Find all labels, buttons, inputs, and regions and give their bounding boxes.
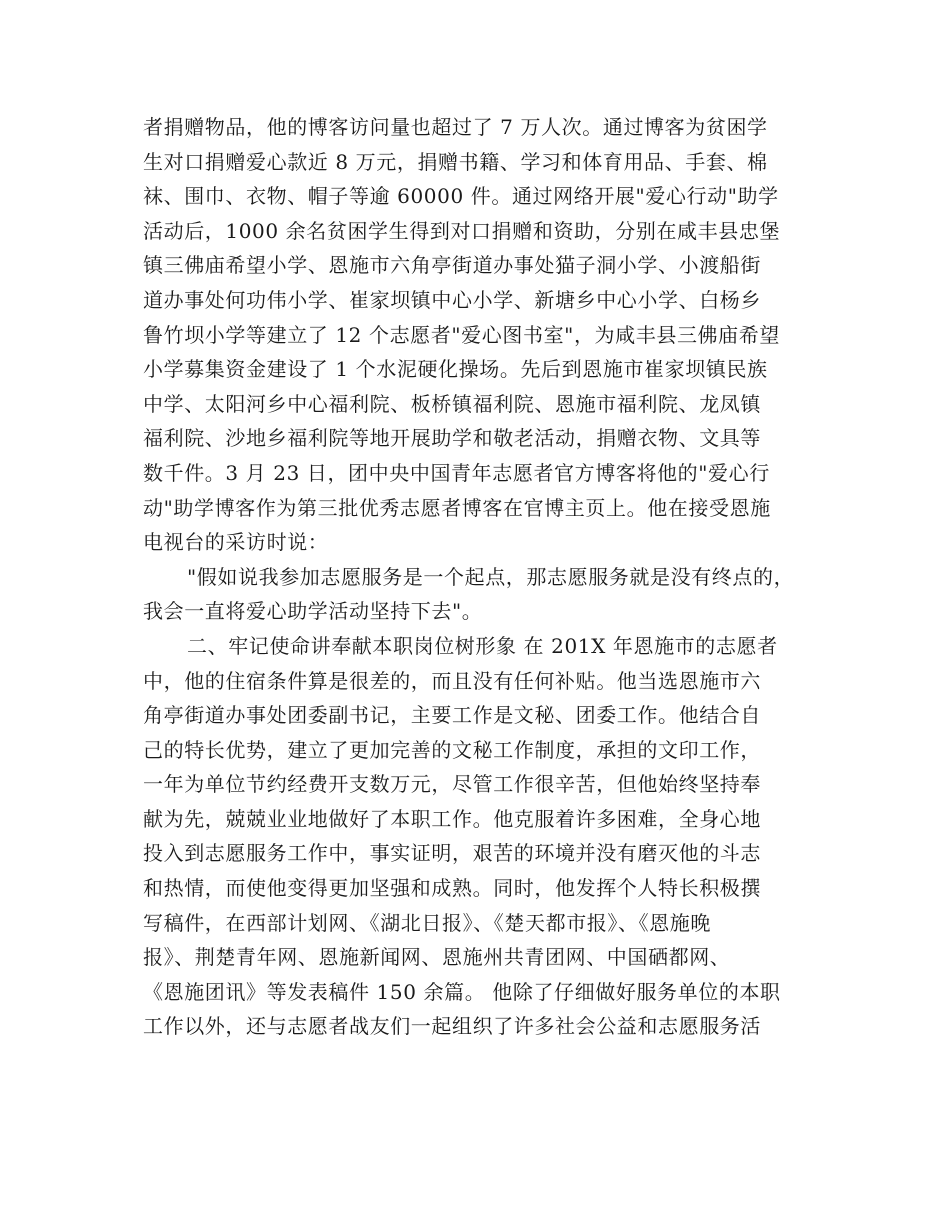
text-line: 己的特长优势，建立了更加完善的文秘工作制度，承担的文印工作， [143, 737, 761, 762]
text-line: 和热情，而使他变得更加坚强和成熟。同时，他发挥个人特长积极撰 [143, 876, 761, 901]
text-line: "假如说我参加志愿服务是一个起点，那志愿服务就是没有终点的， [187, 564, 795, 589]
text-line: 活动后，1000 余名贫困学生得到对口捐赠和资助，分别在咸丰县忠堡 [143, 218, 781, 243]
text-line: 《恩施团讯》等发表稿件 150 余篇。 他除了仔细做好服务单位的本职 [143, 979, 781, 1004]
text-line: 投入到志愿服务工作中，事实证明，艰苦的环境并没有磨灭他的斗志 [143, 841, 761, 866]
text-line: 者捐赠物品，他的博客访问量也超过了 7 万人次。通过博客为贫困学 [143, 115, 768, 139]
text-line: 写稿件，在西部计划网、《湖北日报》、《楚天都市报》、《恩施晚 [143, 910, 711, 935]
text-line: 生对口捐赠爱心款近 8 万元，捐赠书籍、学习和体育用品、手套、棉 [143, 149, 768, 174]
text-line: 数千件。3 月 23 日，团中央中国青年志愿者官方博客将他的"爱心行 [143, 460, 770, 485]
text-line: 工作以外，还与志愿者战友们一起组织了许多社会公益和志愿服务活 [143, 1014, 761, 1039]
text-line: 中，他的住宿条件算是很差的，而且没有任何补贴。他当选恩施市六 [143, 668, 761, 693]
text-line: 福利院、沙地乡福利院等地开展助学和敬老活动，捐赠衣物、文具等 [143, 426, 761, 451]
text-line: 小学募集资金建设了 1 个水泥硬化操场。先后到恩施市崔家坝镇民族 [143, 357, 768, 382]
text-line: 一年为单位节约经费开支数万元，尽管工作很辛苦，但他始终坚持奉 [143, 772, 761, 797]
text-line: 镇三佛庙希望小学、恩施市六角亭街道办事处猫子洞小学、小渡船街 [143, 253, 761, 278]
text-line: 道办事处何功伟小学、崔家坝镇中心小学、新塘乡中心小学、白杨乡 [143, 287, 761, 312]
body-text [143, 110, 823, 1044]
text-line: 袜、围巾、衣物、帽子等逾 60000 件。通过网络开展"爱心行动"助学 [143, 184, 779, 209]
text-line: 我会一直将爱心助学活动坚持下去"。 [143, 599, 483, 624]
text-line: 中学、太阳河乡中心福利院、板桥镇福利院、恩施市福利院、龙凤镇 [143, 391, 761, 416]
text-line: 角亭街道办事处团委副书记，主要工作是文秘、团委工作。他结合自 [143, 703, 761, 728]
text-line: 二、牢记使命讲奉献本职岗位树形象 在 201X 年恩施市的志愿者 [187, 633, 778, 658]
text-line: 报》、荆楚青年网、恩施新闻网、恩施州共青团网、中国硒都网、 [143, 945, 731, 970]
text-line: 电视台的采访时说： [143, 530, 329, 555]
text-line: 鲁竹坝小学等建立了 12 个志愿者"爱心图书室"，为咸丰县三佛庙希望 [143, 322, 780, 347]
text-line: 动"助学博客作为第三批优秀志愿者博客在官博主页上。他在接受恩施 [143, 495, 771, 520]
text-line: 献为先，兢兢业业地做好了本职工作。他克服着许多困难，全身心地 [143, 806, 761, 831]
